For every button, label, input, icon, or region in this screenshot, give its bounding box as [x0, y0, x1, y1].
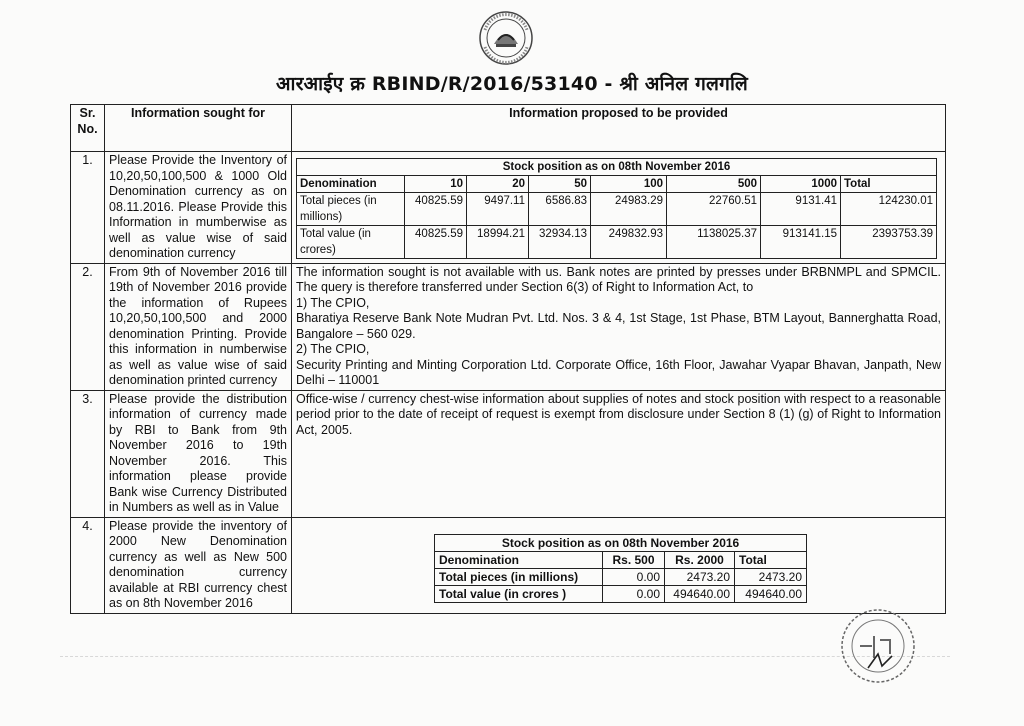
transfer-note: The information sought is not available with us. Bank notes are printed by presses under BRBNMPL and SPMCIL. The query is therefore transferred under Section 6(3) of Right to Information Act, to [296, 264, 941, 294]
stock-old-head [297, 176, 937, 193]
row-sr: 2. [71, 263, 105, 390]
row-sr: 3. [71, 390, 105, 517]
rti-response-table [70, 104, 946, 614]
head-cell: 50 [529, 176, 591, 193]
col-info-provided: Information proposed to be provided [292, 105, 946, 152]
head-cell: 10 [405, 176, 467, 193]
row-info-sought: Please provide the distribution information of currency made by RBI to Bank from 9th November 2016 to 19th November 2016. This information please provide Bank wise Currency Distributed in Numbers as well as in Value [105, 390, 292, 517]
cpio-1-label: 1) The CPIO, [296, 295, 370, 310]
head-cell: Denomination [297, 176, 405, 193]
head-cell: Denomination [435, 551, 603, 568]
col-info-sought: Information sought for [105, 105, 292, 152]
value-cell: 2473.20 [735, 568, 807, 585]
stock-table-old [296, 158, 937, 259]
head-cell: Total [841, 176, 937, 193]
row-info-sought: Please Provide the Inventory of 10,20,50,100,500 & 1000 Old Denomination currency as on 08.11.2016. Please Provide this Information in mumberwise as well as value wise of said denomination currency [105, 152, 292, 264]
head-cell: Total [735, 551, 807, 568]
head-cell: 1000 [761, 176, 841, 193]
value-cell: 0.00 [603, 568, 665, 585]
value-cell: 40825.59 [405, 226, 467, 259]
value-cell: 1138025.37 [667, 226, 761, 259]
office-stamp-icon [838, 606, 918, 686]
stock-new-head [435, 551, 807, 568]
table-row [71, 390, 946, 517]
head-cell: 100 [591, 176, 667, 193]
value-cell: 24983.29 [591, 193, 667, 226]
row-label: Total value (in crores) [297, 226, 405, 259]
value-cell: 9131.41 [761, 193, 841, 226]
value-cell: 913141.15 [761, 226, 841, 259]
row-label: Total value (in crores ) [435, 585, 603, 602]
table-row [71, 152, 946, 264]
value-cell: 249832.93 [591, 226, 667, 259]
row-info-provided [292, 263, 946, 390]
table-header-row [71, 105, 946, 152]
value-cell: 9497.11 [467, 193, 529, 226]
row-info-provided [292, 517, 946, 613]
scan-artifact-line [60, 656, 950, 658]
row-info-provided: Office-wise / currency chest-wise information about supplies of notes and stock position with respect to a reasonable period prior to the date of receipt of request is exempt from disclosure under Section 8 (1) (g) of Right to Information Act, 2005. [292, 390, 946, 517]
stock-new-row-pieces [435, 568, 807, 585]
row-info-sought: From 9th of November 2016 till 19th of November 2016 provide the information of Rupees 10,20,50,100,500 and 2000 denomination Printing. Provide this information in numberwise as well as value wise of said denomination printed currency [105, 263, 292, 390]
row-sr: 1. [71, 152, 105, 264]
stock-old-title: Stock position as on 08th November 2016 [297, 159, 937, 176]
row-label: Total pieces (in millions) [297, 193, 405, 226]
table-row [71, 263, 946, 390]
cpio-2-label: 2) The CPIO, [296, 342, 370, 356]
rbi-seal-icon [476, 10, 536, 66]
stock-new-row-value [435, 585, 807, 602]
value-cell: 494640.00 [665, 585, 735, 602]
value-cell: 32934.13 [529, 226, 591, 259]
head-cell: 500 [667, 176, 761, 193]
head-cell: Rs. 2000 [665, 551, 735, 568]
stock-old-row-value [297, 226, 937, 259]
col-sr-no: Sr. No. [71, 105, 105, 152]
stock-table-new [434, 534, 807, 603]
value-cell: 2393753.39 [841, 226, 937, 259]
value-cell: 494640.00 [735, 585, 807, 602]
value-cell: 124230.01 [841, 193, 937, 226]
stock-old-row-pieces [297, 193, 937, 226]
value-cell: 40825.59 [405, 193, 467, 226]
head-cell: 20 [467, 176, 529, 193]
table-row [71, 517, 946, 613]
head-cell: Rs. 500 [603, 551, 665, 568]
row-sr: 4. [71, 517, 105, 613]
cpio-2-address: Security Printing and Minting Corporation Ltd. Corporate Office, 16th Floor, Jawahar Vyapar Bhavan, Janpath, New Delhi – 110001 [296, 357, 941, 387]
row-label: Total pieces (in millions) [435, 568, 603, 585]
value-cell: 6586.83 [529, 193, 591, 226]
value-cell: 0.00 [603, 585, 665, 602]
value-cell: 18994.21 [467, 226, 529, 259]
stock-new-title: Stock position as on 08th November 2016 [435, 534, 807, 551]
value-cell: 2473.20 [665, 568, 735, 585]
row-info-sought: Please provide the inventory of 2000 New Denomination currency as well as New 500 denomination currency available at RBI currency chest as on 8th November 2016 [105, 517, 292, 613]
document-title: आरआईए क्र RBIND/R/2016/53140 - श्री अनिल गलगलि [275, 73, 748, 95]
cpio-1-address: Bharatiya Reserve Bank Note Mudran Pvt. Ltd. Nos. 3 & 4, 1st Stage, 1st Phase, BTM Layout, Bannerghatta Road, Bangalore – 560 029. [296, 311, 941, 341]
row-info-provided [292, 152, 946, 264]
value-cell: 22760.51 [667, 193, 761, 226]
